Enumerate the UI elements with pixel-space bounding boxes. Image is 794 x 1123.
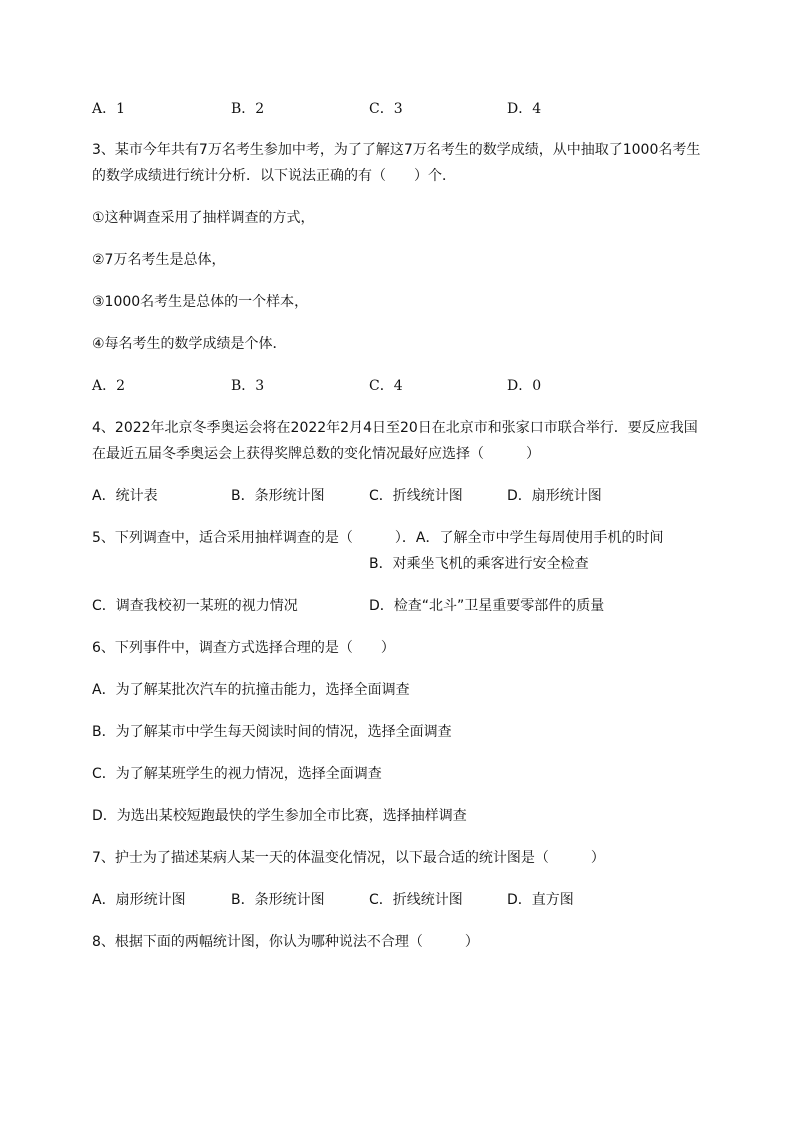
q3-option-b: B．3	[231, 378, 265, 394]
q7-option-d: D．直方图	[507, 892, 574, 908]
q3-stem-line1: 3、某市今年共有7万名考生参加中考，为了了解这7万名考生的数学成绩，从中抽取了1000名考生	[92, 142, 701, 158]
q2-option-a: A．1	[92, 101, 126, 117]
q3-statement-2: ②7万名考生是总体，	[92, 252, 226, 268]
q3-option-d: D．0	[507, 378, 542, 394]
q2-option-d: D．4	[507, 101, 542, 117]
q3-stem-line2: 的数学成绩进行统计分析．以下说法正确的有（ ）个．	[92, 168, 456, 184]
q5-stem: 5、下列调查中，适合采用抽样调查的是（ ）．A．了解全市中学生每周使用手机的时间	[92, 530, 664, 546]
q3-statement-4: ④每名考生的数学成绩是个体．	[92, 336, 287, 352]
q4-options	[92, 486, 712, 506]
q7-options	[92, 890, 712, 910]
q5-option-d: D．检查“北斗”卫星重要零部件的质量	[369, 598, 605, 614]
q6-stem: 6、下列事件中，调查方式选择合理的是（ ）	[92, 640, 395, 656]
q2-options	[92, 99, 712, 119]
q4-option-a: A．统计表	[92, 488, 158, 504]
q6-option-d: D．为选出某校短跑最快的学生参加全市比赛，选择抽样调查	[92, 808, 467, 824]
q5-options-cd	[92, 596, 712, 616]
q4-stem-line1: 4、2022年北京冬季奥运会将在2022年2月4日至20日在北京市和张家口市联合举行．要反应我国	[92, 420, 698, 436]
q6-option-b: B．为了解某市中学生每天阅读时间的情况，选择全面调查	[92, 724, 452, 740]
q7-stem: 7、护士为了描述某病人某一天的体温变化情况，以下最合适的统计图是（ ）	[92, 850, 605, 866]
q3-statement-3: ③1000名考生是总体的一个样本，	[92, 294, 309, 310]
q2-option-c: C．3	[369, 101, 403, 117]
q4-stem-line2: 在最近五届冬季奥运会上获得奖牌总数的变化情况最好应选择（ ）	[92, 446, 540, 462]
q2-option-b: B．2	[231, 101, 265, 117]
q7-option-a: A．扇形统计图	[92, 892, 186, 908]
q6-option-c: C．为了解某班学生的视力情况，选择全面调查	[92, 766, 382, 782]
q6-option-a: A．为了解某批次汽车的抗撞击能力，选择全面调查	[92, 682, 410, 698]
q3-option-c: C．4	[369, 378, 403, 394]
q7-option-c: C．折线统计图	[369, 892, 463, 908]
q3-options	[92, 376, 712, 396]
q7-option-b: B．条形统计图	[231, 892, 325, 908]
q5-option-c: C．调查我校初一某班的视力情况	[92, 598, 298, 614]
q4-option-d: D．扇形统计图	[507, 488, 602, 504]
q3-option-a: A．2	[92, 378, 126, 394]
q4-option-b: B．条形统计图	[231, 488, 325, 504]
q8-stem: 8、根据下面的两幅统计图，你认为哪种说法不合理（ ）	[92, 934, 479, 950]
q4-option-c: C．折线统计图	[369, 488, 463, 504]
q3-statement-1: ①这种调查采用了抽样调查的方式，	[92, 210, 315, 226]
q5-option-b: B．对乘坐飞机的乘客进行安全检查	[369, 556, 589, 572]
